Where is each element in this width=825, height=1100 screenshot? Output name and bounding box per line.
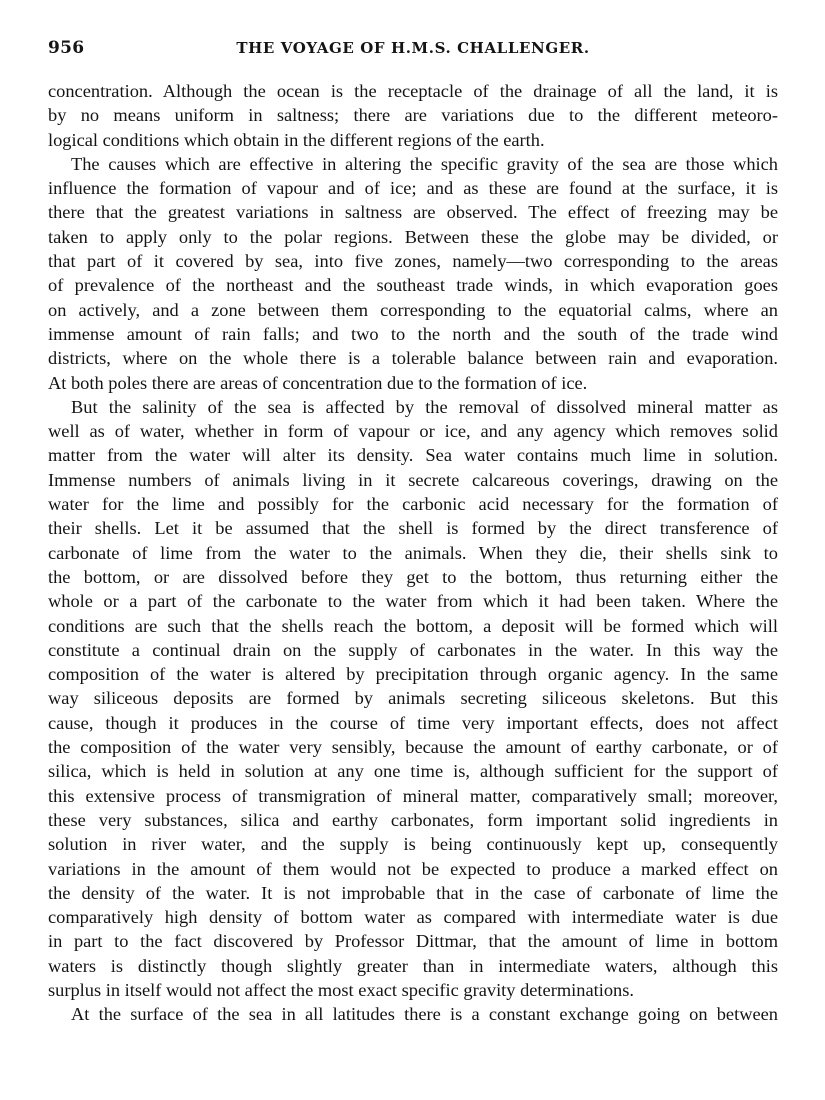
text-line: way siliceous deposits are formed by animals secreting siliceous skeletons. But this (48, 688, 778, 709)
text-line: by no means uniform in saltness; there are variations due to the different meteoro- (48, 105, 778, 126)
paragraph-start-line: The causes which are effective in altering the specific gravity of the sea are those which (71, 153, 778, 174)
text-line: districts, where on the whole there is a tolerable balance between rain and evaporation. (48, 348, 778, 369)
text-line: solution in river water, and the supply is being continuously kept up, consequently (48, 834, 778, 855)
text-line: there that the greatest variations in saltness are observed. The effect of freezing may be (48, 202, 778, 223)
text-line: waters is distinctly though slightly greater than in intermediate waters, although this (48, 955, 778, 976)
text-line: the density of the water. It is not improbable that in the case of carbonate of lime the (48, 882, 778, 903)
text-line: conditions are such that the shells reach the bottom, a deposit will be formed which will (48, 615, 778, 636)
text-line: comparatively high density of bottom water as compared with intermediate water is due (48, 907, 778, 928)
paragraph-end-line: surplus in itself would not affect the most exact specific gravity determinations. (48, 979, 634, 1000)
text-line: composition of the water is altered by precipitation through organic agency. In the same (48, 664, 778, 685)
text-line: taken to apply only to the polar regions. Between these the globe may be divided, or (48, 226, 778, 247)
text-line: immense amount of rain falls; and two to the north and the south of the trade wind (48, 323, 778, 344)
text-line: these very substances, silica and earthy carbonates, form important solid ingredients in (48, 809, 778, 830)
text-line: carbonate of lime from the water to the animals. When they die, their shells sink to (48, 542, 778, 563)
page-number: 956 (48, 38, 85, 58)
running-title: THE VOYAGE OF H.M.S. CHALLENGER. (236, 39, 590, 57)
text-line: their shells. Let it be assumed that the shell is formed by the direct transference of (48, 518, 778, 539)
paragraph-start-line: But the salinity of the sea is affected by the removal of dissolved mineral matter as (71, 396, 778, 417)
text-line: the bottom, or are dissolved before they get to the bottom, thus returning either the (48, 566, 778, 587)
text-line: whole or a part of the carbonate to the water from which it had been taken. Where the (48, 591, 778, 612)
text-line: water for the lime and possibly for the carbonic acid necessary for the formation of (48, 494, 778, 515)
paragraph-start-line: At the surface of the sea in all latitudes there is a constant exchange going on between (71, 1004, 778, 1025)
text-line: on actively, and a zone between them corresponding to the equatorial calms, where an (48, 299, 778, 320)
text-line: concentration. Although the ocean is the receptacle of the drainage of all the land, it is (48, 81, 778, 101)
text-line: Immense numbers of animals living in it secrete calcareous coverings, drawing on the (48, 469, 778, 490)
body-text (48, 79, 778, 1027)
text-line: the composition of the water very sensibly, because the amount of earthy carbonate, or of (48, 737, 778, 758)
text-line: cause, though it produces in the course of time very important effects, does not affect (48, 712, 778, 733)
text-line: silica, which is held in solution at any one time is, although sufficient for the support of (48, 761, 778, 782)
paragraph-end-line: At both poles there are areas of concentration due to the formation of ice. (48, 372, 588, 393)
paragraph-end-line: logical conditions which obtain in the different regions of the earth. (48, 129, 545, 150)
text-line: in part to the fact discovered by Professor Dittmar, that the amount of lime in bottom (48, 931, 778, 952)
text-line: this extensive process of transmigration of mineral matter, comparatively small; moreover, (48, 785, 778, 806)
text-line: of prevalence of the northeast and the southeast trade winds, in which evaporation goes (48, 275, 778, 296)
text-line: matter from the water will alter its density. Sea water contains much lime in solution. (48, 445, 778, 466)
text-line: constitute a continual drain on the supply of carbonates in the water. In this way the (48, 639, 778, 660)
text-line: variations in the amount of them would not be expected to produce a marked effect on (48, 858, 778, 879)
page-header (48, 38, 778, 62)
text-line: that part of it covered by sea, into five zones, namely—two corresponding to the areas (48, 251, 778, 272)
text-line: well as of water, whether in form of vapour or ice, and any agency which removes solid (48, 421, 778, 442)
text-line: influence the formation of vapour and of ice; and as these are found at the surface, it is (48, 178, 778, 199)
